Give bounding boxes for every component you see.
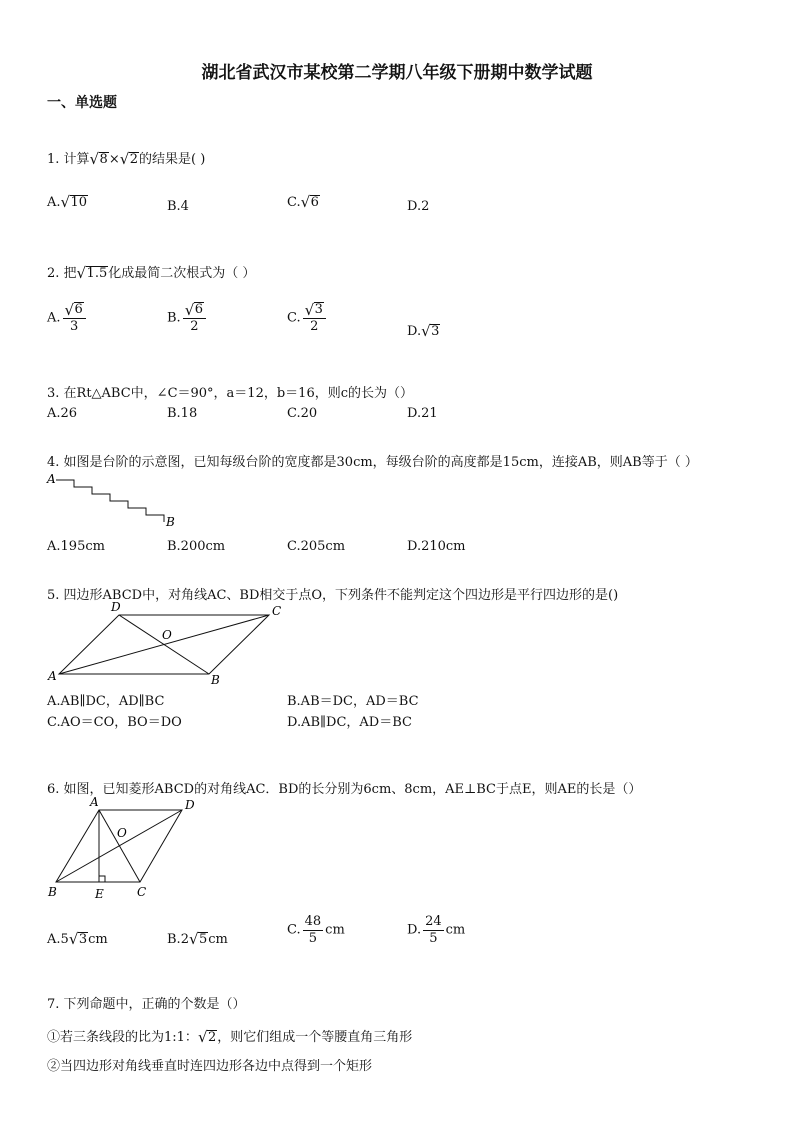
q4-option-c: C.205cm	[287, 539, 346, 554]
q4-option-b: B.200cm	[167, 539, 226, 554]
q5-option-a: A.AB∥DC，AD∥BC	[47, 694, 165, 709]
question-7: 7. 下列命题中，正确的个数是（）	[47, 997, 246, 1012]
q2-option-b: B. √ 6 2	[167, 302, 208, 334]
rhombus-label-b: B	[48, 885, 57, 899]
q5-option-d: D.AB∥DC，AD＝BC	[287, 715, 412, 730]
q3-option-a: A.26	[47, 406, 78, 421]
para-label-d: D	[111, 600, 121, 614]
question-3: 3. 在Rt△ABC中，∠C＝90°，a＝12，b＝16，则c的长为（）	[47, 386, 413, 401]
q5-option-b: B.AB＝DC，AD＝BC	[287, 694, 419, 709]
q3-option-c: C.20	[287, 406, 318, 421]
staircase-figure	[44, 470, 184, 530]
stair-label-a: A	[47, 472, 56, 486]
question-4: 4. 如图是台阶的示意图，已知每级台阶的宽度都是30cm，每级台阶的高度都是15cm，连接AB，则AB等于（ ）	[47, 455, 698, 470]
q7-item-1: ①若三条线段的比为1:1： √ 2，则它们组成一个等腰直角三角形	[47, 1028, 413, 1047]
q1-option-a: A. √ 10	[47, 193, 88, 212]
q1-sqrt-a: √ 8	[89, 150, 108, 169]
q4-option-d: D.210cm	[407, 539, 466, 554]
q5-option-c: C.AO＝CO，BO＝DO	[47, 715, 182, 730]
q1-suffix: 的结果是( )	[139, 152, 206, 167]
para-label-o: O	[162, 628, 172, 642]
q6-option-c: C. $\frac{48}{5}$ cm	[287, 914, 345, 946]
rhombus-label-a: A	[90, 795, 99, 809]
para-label-c: C	[272, 604, 282, 618]
q6-option-a: A.5 √ 3cm	[47, 930, 108, 949]
rhombus-figure	[44, 794, 214, 904]
parallelogram-figure	[44, 598, 294, 688]
q2-option-d: D. √ 3	[407, 322, 440, 341]
q1-option-d: D.2	[407, 199, 430, 214]
q1-option-b: B.4	[167, 199, 189, 214]
question-6: 6. 如图，已知菱形ABCD的对角线AC．BD的长分别为6cm、8cm，AE⊥BC于点E，则AE的长是（）	[47, 782, 642, 797]
question-2: 2. 把 √ 1.5化成最简二次根式为（ ）	[47, 264, 256, 283]
q2-option-a: A. √ 6 3	[47, 302, 88, 334]
rhombus-label-d: D	[185, 798, 195, 812]
para-label-b: B	[211, 673, 220, 687]
q4-option-a: A.195cm	[47, 539, 105, 554]
q3-option-b: B.18	[167, 406, 198, 421]
q1-option-c: C. √ 6	[287, 193, 319, 212]
para-label-a: A	[48, 669, 57, 683]
stair-label-b: B	[166, 515, 175, 529]
rhombus-label-o: O	[117, 826, 127, 840]
q7-item-2: ②当四边形对角线垂直时连四边形各边中点得到一个矩形	[47, 1059, 373, 1074]
rhombus-label-c: C	[137, 885, 147, 899]
page-title: 湖北省武汉市某校第二学期八年级下册期中数学试题	[201, 63, 593, 83]
q6-option-b: B.2 √ 5cm	[167, 930, 228, 949]
q1-sqrt-b: √ 2	[119, 150, 139, 169]
section-heading: 一、单选题	[47, 95, 117, 111]
q2-option-c: C. √ 3 2	[287, 302, 328, 334]
rhombus-label-e: E	[95, 887, 104, 901]
q6-option-d: D. $\frac{24}{5}$ cm	[407, 914, 466, 946]
question-5: 5. 四边形ABCD中，对角线AC、BD相交于点O，下列条件不能判定这个四边形是平行四边形的是()	[47, 588, 619, 603]
question-1	[47, 148, 205, 167]
q1-prefix: 1. 计算	[47, 152, 90, 167]
q1-times: ×	[108, 152, 120, 167]
q2-sqrt: √ 1.5	[76, 264, 108, 283]
q3-option-d: D.21	[407, 406, 438, 421]
